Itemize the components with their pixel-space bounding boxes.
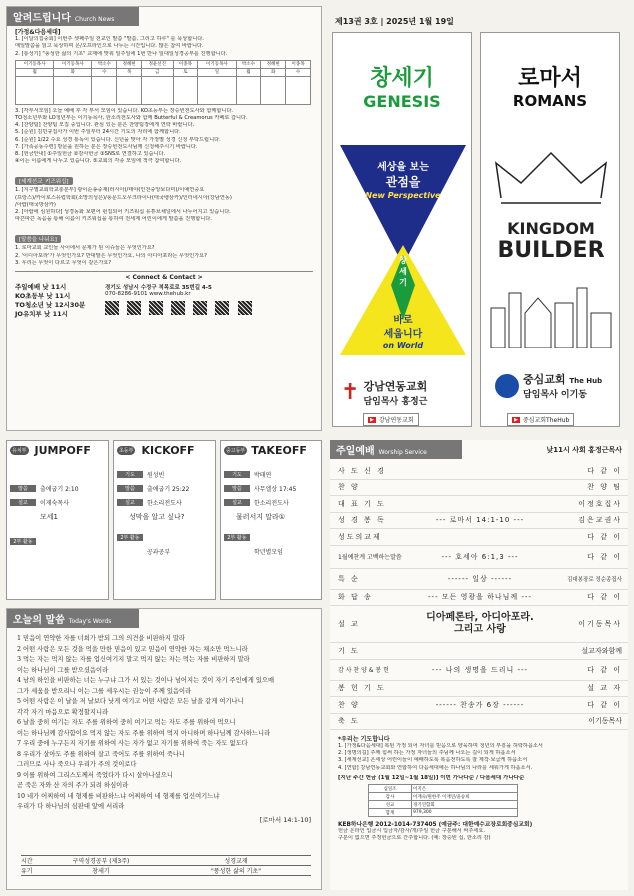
- contact-title: < Connect & Contact >: [15, 271, 313, 281]
- offering-value: 979,300: [412, 809, 518, 817]
- qr-code-icon: [127, 301, 141, 315]
- worship-title: 주일예배: [336, 446, 375, 457]
- row-label: 말씀: [10, 485, 36, 492]
- worship-title-en: Worship Service: [378, 449, 427, 456]
- study-label: 유기: [21, 868, 33, 875]
- news-section1: [가정&다음세대]: [15, 29, 61, 36]
- table-cell: 수: [92, 68, 117, 76]
- question-item: 2. '이디아포라'가 무엇인가요? 반대말은 무엇인가요, 나의 아디아포라는 무엇인가요?: [15, 252, 207, 259]
- service-row: [330, 513, 628, 530]
- offering-key: 감사: [369, 793, 412, 801]
- romans-channel-label: 중심교회TheHub: [522, 417, 570, 424]
- romans-title-kr: 로마서: [518, 66, 582, 91]
- romans-title-en: ROMANS: [512, 92, 588, 110]
- row-label: 설교: [117, 499, 143, 506]
- romans-church-block: [495, 371, 602, 400]
- verse-line: 1 믿음이 연약한 자를 너희가 받되 그의 의견을 비판하지 말라: [17, 635, 186, 642]
- prayer-item: 3. [세계선교] 온세상 어린이들이 예배하도록 복음전하도록 잘 제작·보급케 하옵소서: [338, 757, 528, 764]
- news-item: 1. [이달의집중회] 이번주 셋째주일 전교인 말씀 "말씀, 그리고 하루" 를 묵상합니다.: [15, 36, 204, 43]
- offering-value: 이지은: [412, 785, 518, 793]
- contact-line: 주일예배 낮 11시: [15, 283, 67, 292]
- verse-line: 7 우리 중에 누구든지 자기를 위하여 사는 자가 없고 자기를 위하여 죽는 자도 없도다: [17, 740, 248, 747]
- romans-slogan2: BUILDER: [497, 238, 605, 263]
- offering-value: 경기연합회: [412, 801, 518, 809]
- service-item: 대 표 기 도: [338, 499, 386, 508]
- verse-line: 2 어떤 사람은 모든 것을 먹을 만한 믿음이 있고 믿음이 연약한 자는 채소만 먹느니라: [17, 645, 248, 653]
- study-value: "풍성한 삶의 기초": [211, 868, 261, 875]
- city-skyline: [483, 278, 619, 348]
- service-leader: 이기동목사: [588, 717, 622, 726]
- row-value: 공과공부: [146, 549, 171, 556]
- service-item: 화 답 송: [338, 593, 373, 602]
- worship-order: [330, 463, 628, 730]
- youth-name: KICKOFF: [141, 444, 195, 457]
- crown-icon: [491, 148, 611, 208]
- service-leader: 김은교권사: [578, 516, 622, 525]
- news-item: 1. [지구별교회학교충분부] 광이순송중재(러시아)/태야(인천중앙보다미)/이예연중요: [15, 187, 205, 194]
- row-value: 이재숙목사: [40, 500, 69, 507]
- genesis-mid1: 창: [399, 256, 407, 265]
- worship-header: [330, 440, 462, 459]
- youth-tag: 중고등부: [225, 448, 246, 454]
- service-content: --- 호세아 6:1,3 ---: [441, 552, 519, 561]
- service-row: [330, 714, 628, 731]
- service-item: 성 경 봉 독: [338, 516, 386, 525]
- offering-title: [지난 주간 헌금 (1월 12일~1월 18일)] 이번 가나다순 / 다음세대 가나다순: [338, 774, 525, 781]
- youth-tag: 초등부: [118, 448, 134, 454]
- table-cell: 수: [286, 68, 311, 76]
- offering-key: 선교: [369, 801, 412, 809]
- qr-code-icon: [215, 301, 229, 315]
- service-item: 찬 양: [338, 483, 360, 492]
- qr-code-icon: [105, 301, 119, 315]
- issue-info: 제13권 3호 | 2025년 1월 19일: [335, 17, 454, 26]
- table-header: 이기동목사: [54, 60, 92, 68]
- row-value: 사무엘상 17:45: [253, 486, 297, 493]
- qr-code-icon: [193, 301, 207, 315]
- row-label: 설교: [10, 499, 36, 506]
- romans-church-line: [523, 371, 602, 387]
- youth-section: [6, 440, 322, 600]
- row-label: 말씀: [224, 485, 250, 492]
- offering-table: [368, 784, 518, 817]
- youtube-icon: ▶: [370, 416, 374, 423]
- row-value: 물러서지 말라①: [235, 512, 286, 521]
- offering-key: 합계: [369, 809, 412, 817]
- news-item: 2. [통성기] "풍성한 삶의 기초" 교재에 맞춰 일주일에 1번 만나 일대일성경공부를 진행합니다.: [15, 50, 228, 57]
- service-row: [330, 546, 628, 569]
- news-section2: [세계선교_키즈워십]: [15, 177, 73, 185]
- service-content: --- 나의 생명을 드리니 ---: [431, 665, 529, 674]
- genesis-tagline1: 세상을 보는: [377, 162, 429, 173]
- service-row: [330, 480, 628, 497]
- news-item: TO청소년부와 LO청년부는 이기동목사, 한소리전도사와 함께 Butterful & Creamorus 카페로 갑니다.: [15, 115, 248, 122]
- verse-line: 각각 자기 마음으로 확정할지니라: [17, 708, 109, 716]
- row-value: 학년별모임: [253, 549, 283, 556]
- verse-line: 우리가 다 하나님의 심판대 앞에 서리라: [17, 803, 125, 810]
- qr-code-icon: [238, 301, 252, 315]
- news-item: 2. [아랍에 심원하다] 성경동화 보편어 펀집되어 키즈워십 유튜브채널에서 나누어지고 있습니다.: [15, 209, 231, 216]
- table-header: 정윤선진: [142, 60, 174, 68]
- service-item: 사 도 신 경: [338, 466, 386, 475]
- study-key: 성경교재: [224, 858, 248, 865]
- genesis-tagline4: 바로: [393, 315, 413, 326]
- row-label: 설교: [224, 499, 250, 506]
- table-header: 정혜현: [261, 60, 286, 68]
- news-item: 3. [각부서모임] 오늘 예배 후 각 부서 모임이 있습니다. KO초등부는 장승빈전도사와 함께합니다.: [15, 107, 234, 114]
- table-cell: 화: [54, 68, 92, 76]
- genesis-mid: [333, 255, 473, 288]
- news-item: 매일말씀을 읽고 묵상하며 온/오프라인으로 나누는 시간입니다. 많은 참여 바랍니다.: [15, 43, 204, 50]
- table-header: 박소수: [92, 60, 117, 68]
- service-row: [330, 569, 628, 590]
- verse-line: 3 먹는 자는 먹지 않는 자를 업신여기지 말고 먹지 않는 자는 먹는 자를 비판하지 말라: [17, 656, 250, 663]
- news-item: 따끈따끈 녹음을 통해 이름이 키즈워십을 통하여 전세계 어린이에게 말씀을 진행합니다.: [15, 216, 212, 223]
- genesis-mid3: 기: [399, 278, 407, 287]
- news-item: (프랑스)/카이로스유럽학회(소망의성은)/풍문드오우크라이나(태국뱅삼카)/인터네시아(강남연동): [15, 194, 232, 201]
- study-label: 시간: [21, 858, 33, 865]
- verse-line: 8 우리가 살아도 주를 위하여 살고 죽어도 주를 위하여 죽나니: [17, 750, 186, 758]
- bank-account: KEB하나은행 2012-1014-737405 (예금주: 대한예수교장로회중심교회): [338, 822, 533, 829]
- service-leader: 다 같 이: [587, 665, 622, 674]
- romans-church: 중심교회: [523, 373, 566, 386]
- question-item: 3. 우리는 무엇이 다르고 무엇이 같은가요?: [15, 259, 112, 266]
- row-value: 성막을 알고 싶나?: [128, 512, 185, 521]
- service-leader: 이정호집사: [578, 499, 622, 508]
- service-item: 기 도: [338, 646, 360, 655]
- service-leader: 찬 양 팀: [587, 483, 622, 492]
- service-leader: 김대봉장로 정순종집사: [567, 576, 622, 583]
- qr-code-icon: [171, 301, 185, 315]
- row-value: 박태연: [253, 472, 272, 479]
- youth-kickoff: [113, 440, 216, 600]
- service-leader: 설 교 자: [587, 684, 622, 693]
- news-item: 8. [헌금안내] ①주일헌금 ②감사헌금 ③SNS로 연결하고 있습니다.: [15, 151, 166, 158]
- news-subtitle: Church News: [74, 16, 115, 23]
- contact-line: KO초등부 낮 11시: [15, 292, 71, 301]
- genesis-church: 강남연동교회: [363, 380, 428, 393]
- service-row: [330, 697, 628, 714]
- news-section: [6, 6, 322, 431]
- worship-leader: 낮11시 사회 홍정근목사: [546, 445, 622, 454]
- youtube-icon: ▶: [514, 416, 518, 423]
- table-cell: 월: [236, 68, 261, 76]
- phone: 070-8286-9101 www.thehub.kr: [105, 291, 191, 298]
- genesis-tagline6: on World: [382, 341, 424, 350]
- sermon-row: [330, 606, 628, 643]
- sermon-title-line1: 디아페론타, 아디아포라.: [426, 612, 534, 623]
- row-value: 한소리전도사: [253, 500, 289, 507]
- genesis-mid2: 세: [399, 267, 407, 276]
- study-table: [21, 855, 311, 876]
- service-item: 봉 헌 기 도: [338, 684, 386, 693]
- news-item: 7. [가족공동수련] 방문을 원하는 분은 장승빈전도사님께 신청해주시기 바랍니다.: [15, 143, 198, 150]
- service-content: ------ 일상 ------: [447, 574, 513, 583]
- table-header: 정혜현: [117, 60, 142, 68]
- table-header: 이종목: [173, 60, 198, 68]
- hub-logo-icon: [495, 374, 519, 398]
- service-leader: 다 같 이: [587, 466, 622, 475]
- news-item: 6. [순원] 1/22 수요 성경 통독이 있습니다. 신년을 맞아 각 가정별 성경 신청 부탁드립니다.: [15, 136, 221, 143]
- row-label: 2부 활동: [117, 534, 143, 541]
- youth-name: TAKEOFF: [251, 444, 307, 457]
- romans-channel-button[interactable]: [507, 413, 574, 426]
- prayer-item: 4. [연합] 강남연동교회와 연합하여 다음세대예는 하나님의 나라를 세워가게 하옵소서.: [338, 764, 533, 771]
- cross-icon: ✝: [341, 380, 360, 405]
- genesis-channel-label: 강남연동교회: [378, 417, 414, 424]
- service-leader: 설교자와함께: [581, 646, 622, 655]
- table-header: 이기동목사: [198, 60, 236, 68]
- service-item: 1월예찬계 고백하는말씀: [338, 554, 402, 561]
- verse-line: 10 네가 어찌하여 네 형제를 비판하느냐 어찌하여 네 형제를 업신여기느냐: [17, 792, 220, 800]
- row-label: 2부 활동: [10, 538, 36, 545]
- bank-note: 헌금 온라인 입금시 입금자/감사/개/주일 헌금 구분해서 써주세요.: [338, 828, 486, 835]
- news-section3: [말씀을 나눠요]: [15, 235, 61, 243]
- prayer-item: 1. [가정&다음세대] 복된 가정 되어 자녀를 믿음으로 양육하며 청년의 부흥을 허락하옵소서: [338, 743, 543, 749]
- service-row: [330, 529, 628, 546]
- contact-line: JO유치부 낮 11시: [15, 310, 68, 319]
- row-value: 출애굽기 25:22: [146, 486, 190, 493]
- service-row: [330, 660, 628, 681]
- youth-tag: 유치부: [12, 448, 27, 454]
- table-header: 박소수: [236, 60, 261, 68]
- service-content: --- 모든 영광을 하나님께 ---: [428, 593, 532, 602]
- offering-value: 이재숙/원한주 이재연/윤승희: [412, 793, 518, 801]
- youth-name: JUMPOFF: [34, 444, 91, 457]
- service-leader: 다 같 이: [587, 700, 622, 709]
- service-leader: 다 같 이: [587, 532, 622, 541]
- news-header: [7, 7, 139, 26]
- verse-line: 9 이를 위하여 그리스도께서 죽었다가 다시 살아나셨으니: [17, 771, 173, 779]
- youth-takeoff: [220, 440, 322, 600]
- prayer-item: 2. [생명의길] 주께 힘써 하는 가정 자녀들의 주님께 나오는 길이 되게 하옵소서: [338, 750, 516, 757]
- verse-line: 5 어떤 사람은 이 날을 저 날보다 낫게 여기고 어떤 사람은 모든 날을 같게 여기나니: [17, 698, 244, 705]
- romans-church-en: The Hub: [569, 377, 603, 385]
- row-label: 기도: [224, 471, 250, 478]
- service-item: 찬 양: [338, 700, 360, 709]
- news-item: /아랍(태국방삼카): [15, 201, 56, 208]
- service-leader: 이기동목사: [578, 620, 622, 628]
- genesis-tagline5: 세웁니다: [383, 329, 423, 340]
- service-leader: 다 같 이: [587, 552, 622, 561]
- genesis-title-kr: 창세기: [370, 66, 434, 91]
- row-value: 모세1: [40, 512, 58, 521]
- contact-line: TO청소년 낮 12시30분: [15, 301, 86, 310]
- youth-jumpoff: [6, 440, 109, 600]
- news-item: 5. [순원] 김민규집사가 이번 주일부터 24시간 기도의 자리에 함께합니다.: [15, 129, 181, 136]
- qr-code-icon: [149, 301, 163, 315]
- schedule-table: [15, 60, 311, 105]
- cover-genesis: [332, 32, 472, 427]
- service-item: 성도의교제: [338, 532, 382, 541]
- row-label: 기도: [117, 471, 143, 478]
- service-row: [330, 643, 628, 660]
- genesis-tagline2: 관점을: [385, 175, 421, 189]
- news-title: 알려드립니다: [13, 13, 71, 24]
- service-row: [330, 590, 628, 607]
- service-item: 설 교: [338, 620, 360, 628]
- service-item: 축 도: [338, 717, 360, 726]
- verse-line: 곧 죽은 자와 산 자의 주가 되려 하심이라: [17, 782, 129, 789]
- verse-line: 그가 세움을 받으리니 이는 그를 세우시는 권능이 주께 있음이라: [17, 687, 192, 695]
- genesis-pastor: 담임목사 홍정근: [363, 397, 428, 407]
- service-row: [330, 681, 628, 698]
- service-item: 감 사 찬 양 & 봉 헌: [338, 667, 389, 674]
- row-label: 말씀: [117, 485, 143, 492]
- service-row: [330, 463, 628, 480]
- address: 경기도 성남시 수정구 적목로로 35번길 4-5: [105, 285, 212, 292]
- bank-note: 구분이 없으면 주정헌금으로 간주합니다. (예: 장승빈 십, 한소리 감): [338, 835, 491, 842]
- service-content: --- 로마서 14:1-10 ---: [435, 516, 525, 525]
- verse-line: 4 남의 하인을 비판하는 너는 누구냐 그가 서 있는 것이나 넘어지는 것이 자기 주인에게 있으매: [17, 677, 275, 684]
- service-leader: 다 같 이: [587, 593, 622, 602]
- verse-header: [7, 609, 139, 628]
- genesis-channel-button[interactable]: [363, 413, 419, 426]
- sermon-title-line2: 그리고 사랑: [454, 624, 506, 635]
- verse-ref: [로마서 14:1-10]: [259, 815, 311, 824]
- prayer-title: *우리는 기도합니다: [338, 736, 390, 743]
- worship-section: [330, 440, 628, 890]
- genesis-tagline3: New Perspective: [365, 191, 441, 200]
- table-header: 이기동목사: [16, 60, 54, 68]
- verse-line: 그러므로 사나 죽으나 우리가 주의 것이로다: [17, 761, 137, 768]
- question-item: 1. 로마교회 교인들 사이에서 문제가 된 이슈들은 무엇인가요?: [15, 245, 155, 252]
- verse-line: 6 날을 중히 여기는 자도 주를 위하여 중히 여기고 먹는 자도 주를 위하여 먹으니: [17, 719, 236, 726]
- verse-title-en: Today's Words: [68, 618, 112, 625]
- row-value: 출애굽기 2:10: [40, 486, 79, 493]
- romans-slogan1: KINGDOM: [507, 219, 595, 238]
- verse-line: 이는 하나님께 감사함이요 먹지 않는 자도 주를 위하여 먹지 아니하며 하나님께 감사하느니라: [17, 729, 271, 737]
- news-item: 4. [찬양팀] 찬양팀 모집 중입니다. 관심 있는 분은 찬양팀장에게 연락 바랍니다.: [15, 122, 195, 129]
- verse-section: [6, 608, 322, 890]
- offering-key: 십일조: [369, 785, 412, 793]
- verse-line: 이는 하나님이 그를 받으셨음이라: [17, 666, 109, 674]
- service-row: [330, 496, 628, 513]
- genesis-title-en: GENESIS: [363, 92, 441, 111]
- study-value: 창세기: [92, 868, 110, 875]
- news-item: ④이는 이름에게 나누고 있습니다. ⑤교회의 각종 모임에 적극 참여합니다.: [15, 158, 182, 165]
- table-cell: 토: [173, 68, 198, 76]
- qr-codes: [105, 300, 313, 319]
- verse-title: 오늘의 말씀: [13, 615, 65, 626]
- table-cell: 월: [16, 68, 54, 76]
- table-cell: 화: [261, 68, 286, 76]
- row-label: 2부 활동: [224, 534, 250, 541]
- row-value: 한소리전도사: [146, 500, 182, 507]
- table-cell: 일: [198, 68, 236, 76]
- table-cell: 목: [117, 68, 142, 76]
- service-item: 특 순: [338, 574, 360, 583]
- cover-romans: [480, 32, 620, 427]
- table-header: 이종목: [286, 60, 311, 68]
- service-content: ------ 찬송가 6장 ------: [435, 700, 525, 709]
- genesis-church-block: [341, 378, 427, 407]
- row-value: 원성빈: [146, 472, 165, 479]
- sermon-title: [408, 612, 552, 636]
- study-key: 구역성경공부 (제3주): [72, 858, 130, 865]
- table-cell: 금: [142, 68, 174, 76]
- romans-pastor: 담임목사 이기동: [523, 390, 587, 400]
